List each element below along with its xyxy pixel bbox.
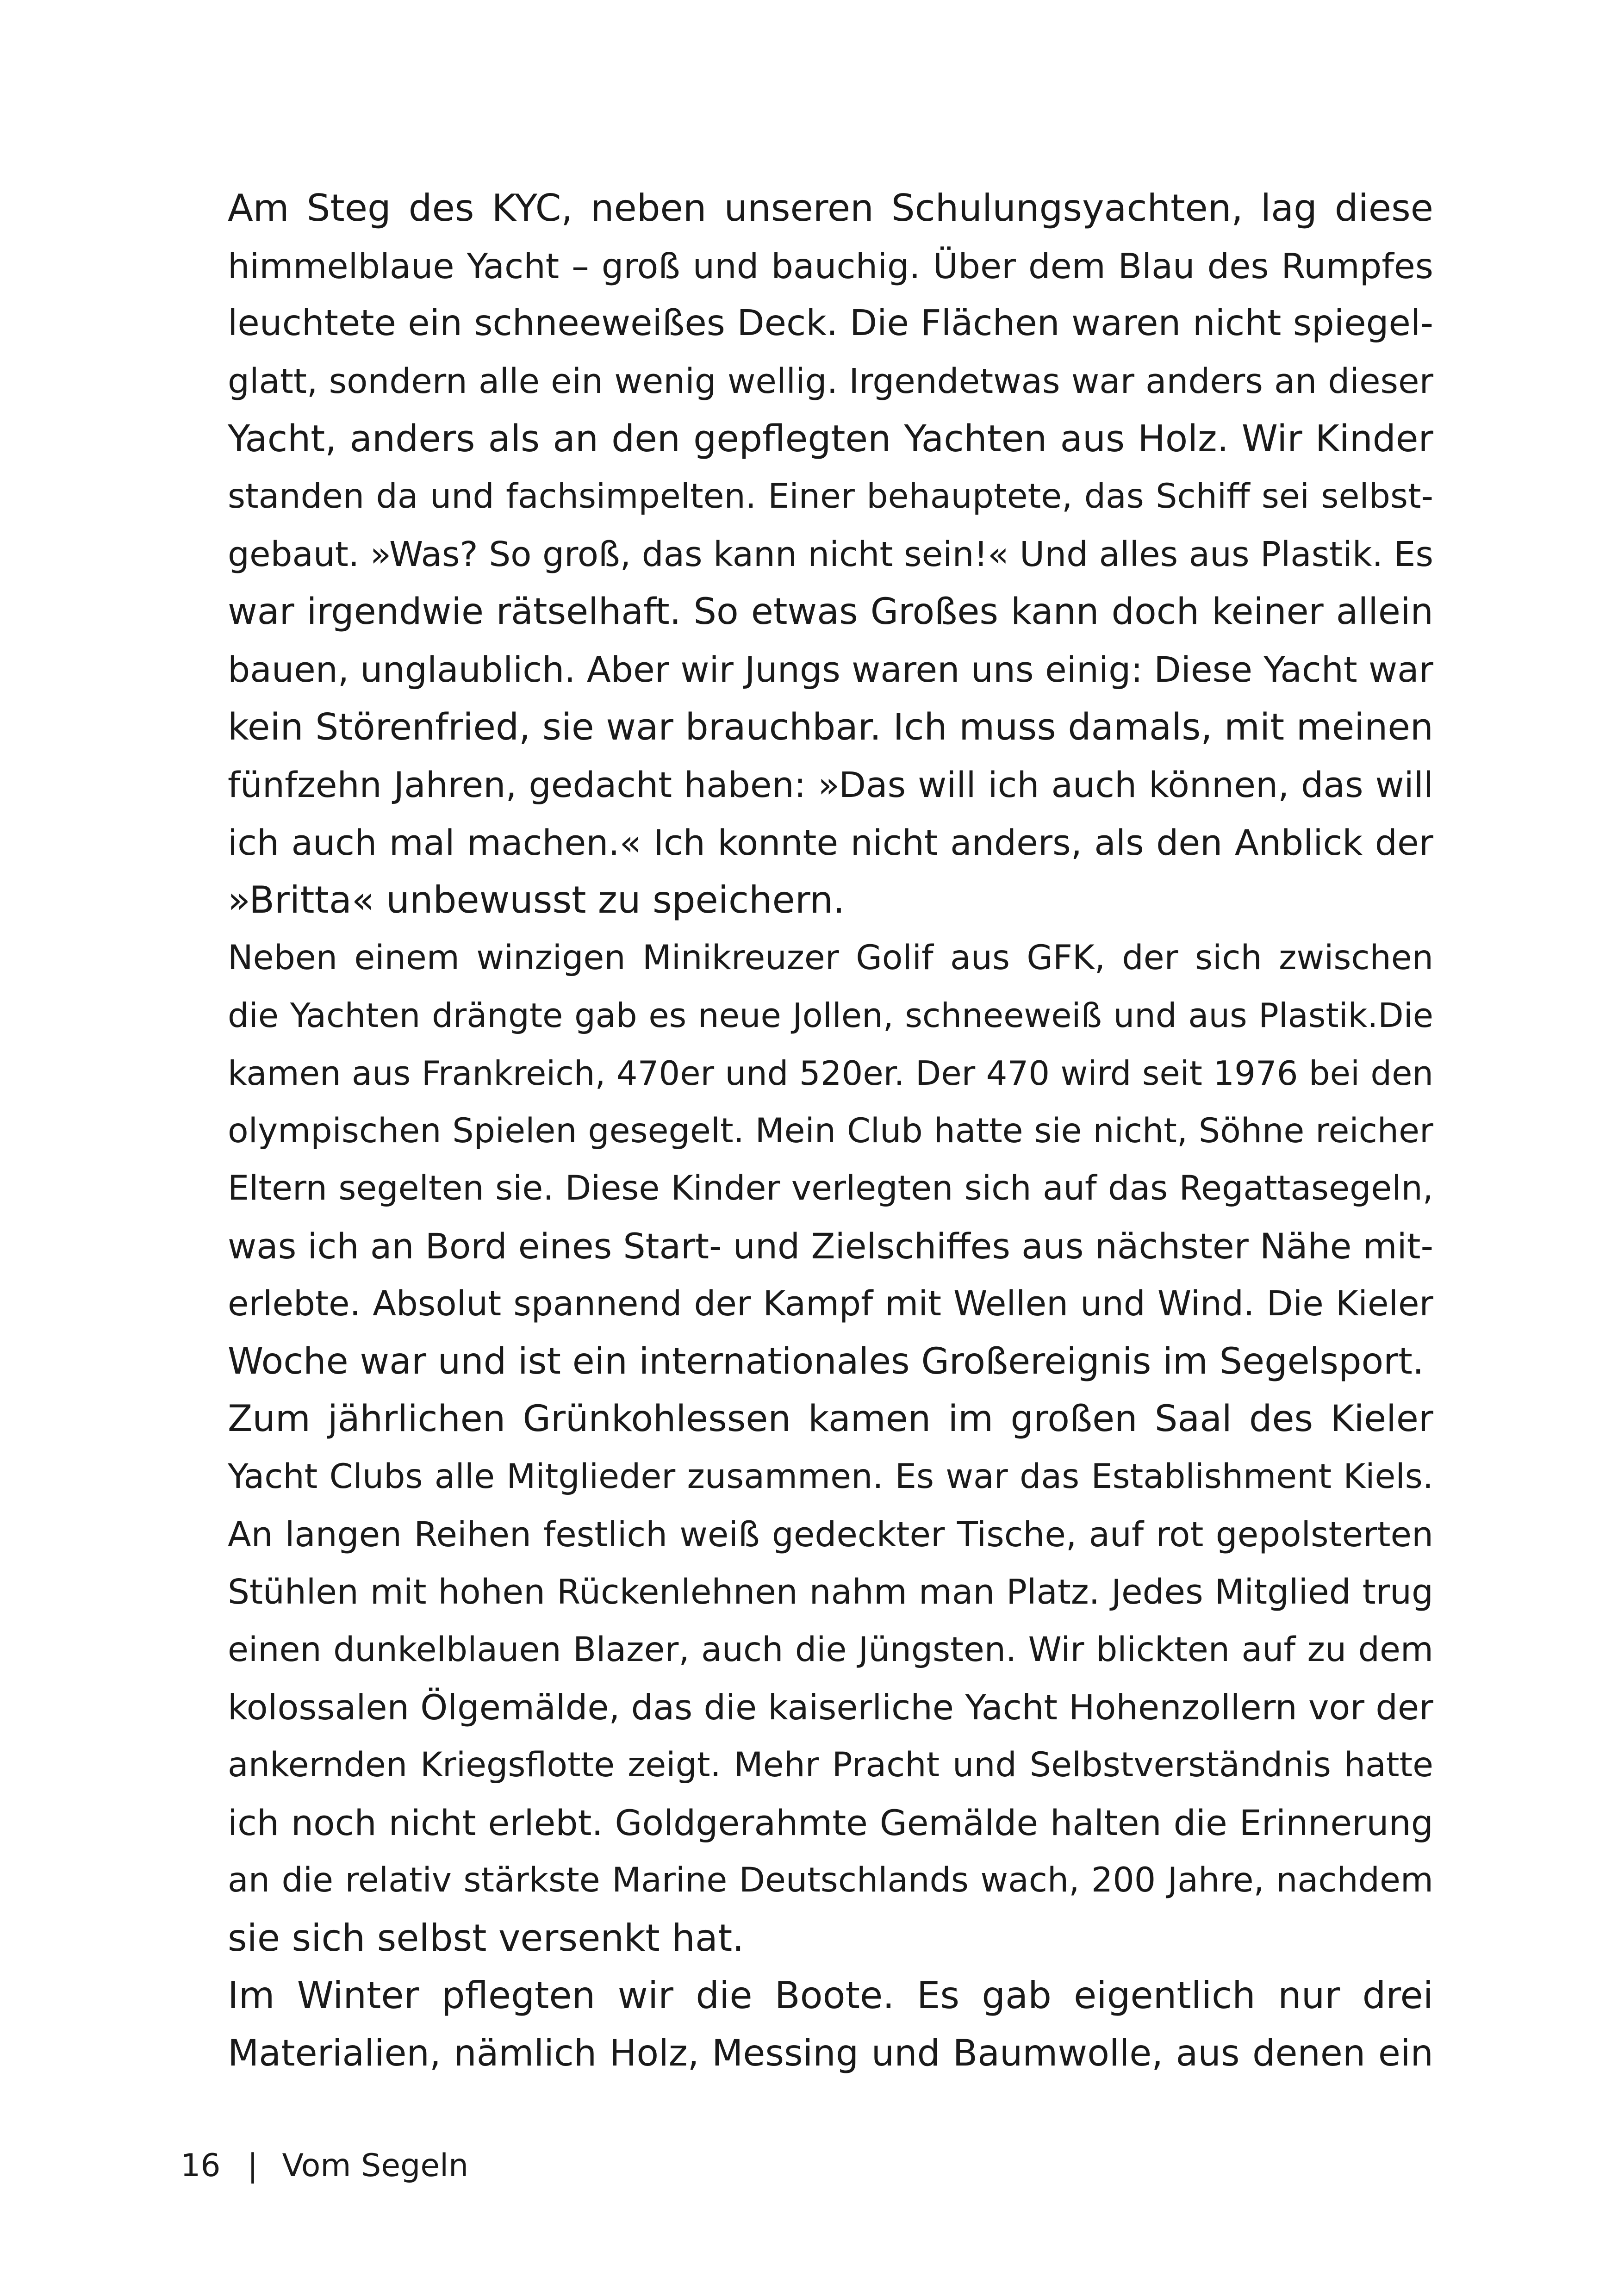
text-line: kein Störenfried, sie war brauchbar. Ich muss damals, mit meinen (228, 706, 1433, 749)
page-footer (180, 2147, 468, 2184)
text-line: kolossalen Ölgemälde, das die kaiserliche Yacht Hohenzollern vor der (228, 1687, 1433, 1728)
text-line: an die relativ stärkste Marine Deutschlands wach, 200 Jahre, nachdem (228, 1860, 1433, 1900)
text-line: »Britta« unbewusst zu speichern. (228, 878, 845, 922)
text-line: Eltern segelten sie. Diese Kinder verlegten sich auf das Regattasegeln, (228, 1169, 1433, 1208)
section-title: Vom Segeln (282, 2147, 469, 2184)
text-line: Woche war und ist ein internationales Großereignis im Segelsport. (228, 1340, 1424, 1382)
paragraph (186, 929, 1433, 1391)
text-line: standen da und fachsimpelten. Einer behauptete, das Schiff sei selbst- (228, 476, 1433, 516)
footer-separator: | (247, 2147, 258, 2184)
text-line: Im Winter pflegten wir die Boote. Es gab eigentlich nur drei (228, 1974, 1433, 2017)
text-line: Am Steg des KYC, neben unseren Schulungsyachten, lag diese (228, 187, 1433, 230)
text-line: was ich an Bord eines Start- und Zielschiffes aus nächster Nähe mit- (228, 1225, 1433, 1267)
text-line: Materialien, nämlich Holz, Messing und Baumwolle, aus denen ein (228, 2033, 1433, 2074)
text-line: kamen aus Frankreich, 470er und 520er. Der 470 wird seit 1976 bei den (228, 1053, 1433, 1093)
text-line: war irgendwie rätselhaft. So etwas Großes kann doch keiner allein (228, 591, 1433, 633)
text-line: Yacht, anders als an den gepflegten Yachten aus Holz. Wir Kinder (228, 417, 1433, 460)
paragraph (186, 1390, 1433, 1967)
text-line: Yacht Clubs alle Mitglieder zusammen. Es war das Establishment Kiels. (228, 1457, 1433, 1497)
paragraph (186, 1967, 1433, 2082)
text-line: die Yachten drängte gab es neue Jollen, schneeweiß und aus Plastik.Die (228, 996, 1433, 1035)
text-line: glatt, sondern alle ein wenig wellig. Irgendetwas war anders an dieser (228, 361, 1433, 401)
text-line: sie sich selbst versenkt hat. (228, 1916, 744, 1960)
text-line: bauen, unglaublich. Aber wir Jungs waren uns einig: Diese Yacht war (228, 648, 1433, 690)
text-line: fünfzehn Jahren, gedacht haben: »Das will ich auch können, das will (228, 764, 1433, 805)
text-line: ankernden Kriegsflotte zeigt. Mehr Pracht und Selbstverständnis hatte (228, 1745, 1433, 1785)
text-line: ich auch mal machen.« Ich konnte nicht anders, als den Anblick der (228, 821, 1433, 863)
text-line: einen dunkelblauen Blazer, auch die Jüngsten. Wir blickten auf zu dem (228, 1630, 1433, 1669)
text-line: olympischen Spielen gesegelt. Mein Club hatte sie nicht, Söhne reicher (228, 1111, 1433, 1151)
body-text (186, 180, 1433, 2083)
text-line: gebaut. »Was? So groß, das kann nicht sein!« Und alles aus Plastik. Es (228, 534, 1433, 574)
text-line: Neben einem winzigen Minikreuzer Golif aus GFK, der sich zwischen (228, 938, 1433, 977)
paragraph (186, 180, 1433, 929)
text-line: Stühlen mit hohen Rückenlehnen nahm man Platz. Jedes Mitglied trug (228, 1572, 1433, 1612)
text-line: leuchtete ein schneeweißes Deck. Die Flächen waren nicht spiegel- (228, 303, 1433, 344)
text-line: himmelblaue Yacht – groß und bauchig. Über dem Blau des Rumpfes (228, 245, 1433, 286)
text-line: erlebte. Absolut spannend der Kampf mit Wellen und Wind. Die Kieler (228, 1284, 1433, 1324)
text-line: Zum jährlichen Grünkohlessen kamen im großen Saal des Kieler (228, 1398, 1433, 1440)
page-number: 16 (180, 2147, 221, 2184)
text-line: ich noch nicht erlebt. Goldgerahmte Gemälde halten die Erinnerung (228, 1802, 1433, 1843)
text-line: An langen Reihen festlich weiß gedeckter Tische, auf rot gepolsterten (228, 1514, 1433, 1555)
